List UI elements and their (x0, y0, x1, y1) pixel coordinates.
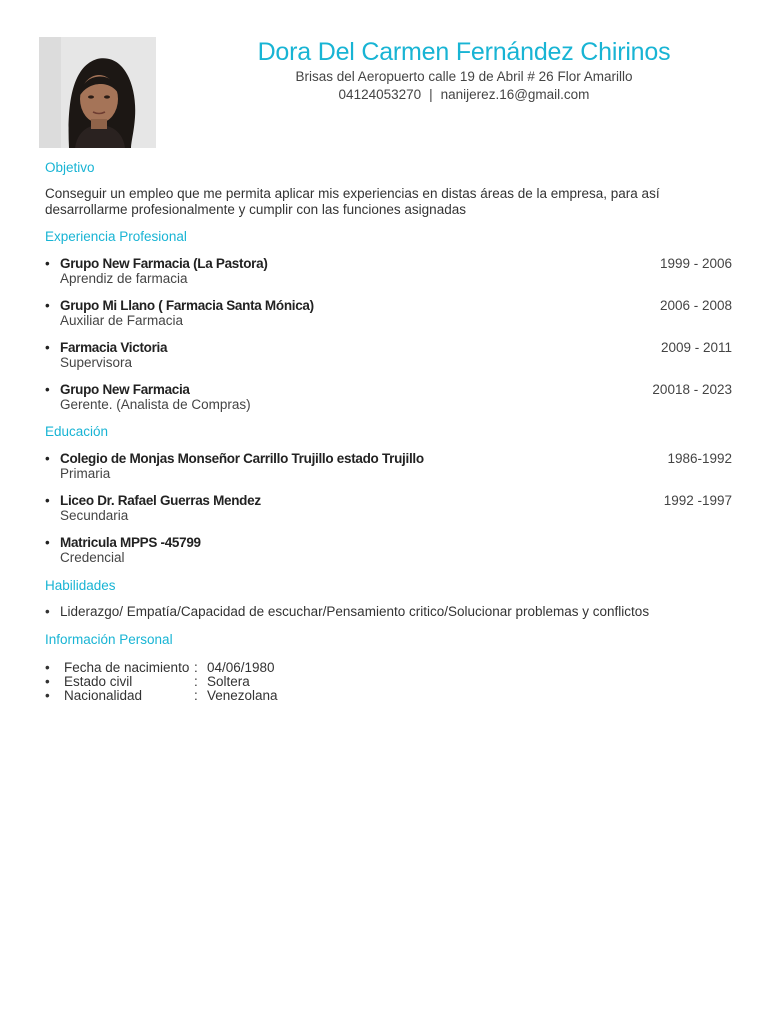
personal-info-value: 04/06/1980 (207, 660, 275, 675)
education-level: Credencial (60, 550, 125, 565)
bullet: • (45, 688, 50, 703)
personal-info-value: Soltera (207, 674, 250, 689)
experience-dates: 20018 - 2023 (652, 382, 732, 397)
bullet: • (45, 256, 50, 271)
section-title-education: Educación (45, 424, 109, 439)
bullet: • (45, 493, 50, 508)
experience-dates: 1999 - 2006 (659, 256, 732, 271)
education-school: Matricula MPPS -45799 (60, 535, 201, 550)
contact-line (160, 86, 768, 103)
experience-company: Farmacia Victoria (60, 340, 168, 355)
bullet: • (45, 340, 50, 355)
personal-info-value: Venezolana (207, 688, 278, 703)
personal-info-label: Fecha de nacimiento (64, 660, 190, 675)
objective-text: Conseguir un empleo que me permita aplicar mis experiencias en distas áreas de la empresa, para así desarrollarme profesionalmente y cumplir con las funciones asignadas (45, 186, 660, 217)
bullet: • (45, 298, 50, 313)
phone-number: 04124053270 (338, 87, 422, 102)
colon: : (194, 660, 198, 675)
education-school: Colegio de Monjas Monseñor Carrillo Trujillo estado Trujillo (60, 451, 424, 466)
colon: : (194, 674, 198, 689)
section-title-objective: Objetivo (45, 160, 95, 175)
bullet: • (45, 660, 50, 675)
experience-role: Gerente. (Analista de Compras) (60, 397, 251, 412)
experience-company: Grupo New Farmacia (La Pastora) (60, 256, 268, 271)
education-dates: 1986-1992 (667, 451, 732, 466)
personal-info-label: Nacionalidad (64, 688, 143, 703)
education-level: Secundaria (60, 508, 129, 523)
bullet: • (45, 604, 50, 619)
candidate-name: Dora Del Carmen Fernández Chirinos (257, 38, 671, 66)
email-address: nanijerez.16@gmail.com (440, 87, 590, 102)
experience-role: Aprendiz de farmacia (60, 271, 188, 286)
education-level: Primaria (60, 466, 111, 481)
experience-company: Grupo Mi Llano ( Farmacia Santa Mónica) (60, 298, 314, 313)
section-title-experience: Experiencia Profesional (45, 229, 187, 244)
experience-role: Supervisora (60, 355, 133, 370)
education-dates: 1992 -1997 (663, 493, 732, 508)
address: Brisas del Aeropuerto calle 19 de Abril # 26 Flor Amarillo (295, 69, 633, 84)
section-title-skills: Habilidades (45, 578, 116, 593)
experience-dates: 2006 - 2008 (659, 298, 732, 313)
education-school: Liceo Dr. Rafael Guerras Mendez (60, 493, 261, 508)
person-portrait-icon (39, 37, 156, 148)
experience-company: Grupo New Farmacia (60, 382, 190, 397)
section-title-personal: Información Personal (45, 632, 173, 647)
contact-separator: | (429, 87, 433, 102)
bullet: • (45, 674, 50, 689)
experience-dates: 2009 - 2011 (660, 340, 732, 355)
bullet: • (45, 451, 50, 466)
experience-role: Auxiliar de Farmacia (60, 313, 184, 328)
bullet: • (45, 382, 50, 397)
personal-info-label: Estado civil (64, 674, 133, 689)
bullet: • (45, 535, 50, 550)
skill-item: Liderazgo/ Empatía/Capacidad de escuchar/Pensamiento critico/Solucionar problemas y conflictos (60, 604, 650, 619)
colon: : (194, 688, 198, 703)
profile-photo (39, 37, 156, 148)
